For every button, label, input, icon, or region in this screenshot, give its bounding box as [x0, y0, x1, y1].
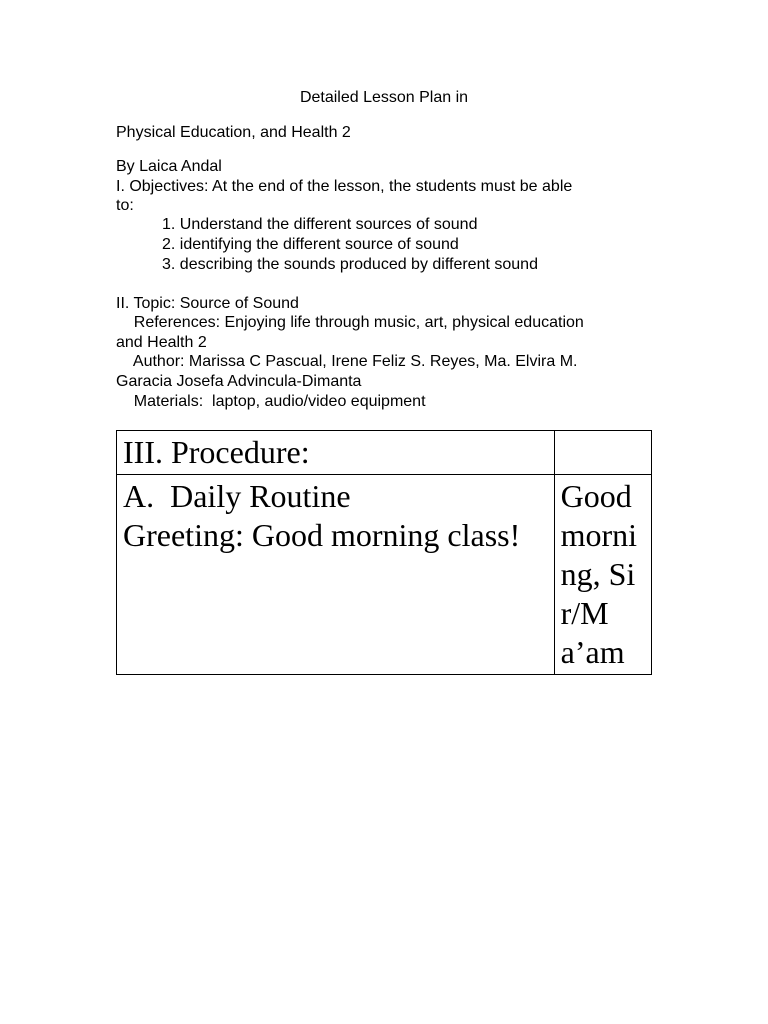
table-row — [117, 431, 652, 475]
objective-item: 3. describing the sounds produced by different sound — [162, 256, 538, 273]
teacher-activity-cell — [117, 475, 555, 675]
objective-item: 1. Understand the different sources of sound — [162, 216, 478, 233]
materials-line: Materials: laptop, audio/video equipment — [116, 393, 426, 410]
objectives-intro-cont: to: — [116, 197, 134, 214]
procedure-header: III. Procedure: — [123, 434, 310, 470]
objectives-intro: I. Objectives: At the end of the lesson, the students must be able — [116, 178, 573, 195]
routine-title: A. Daily Routine — [123, 478, 351, 514]
topic-line: II. Topic: Source of Sound — [116, 295, 299, 312]
author-line: By Laica Andal — [116, 158, 222, 175]
procedure-header-right-cell — [554, 431, 651, 475]
references-line: References: Enjoying life through music, art, physical education — [116, 314, 584, 331]
response-text: Good morning, Sir/Ma’am — [560, 478, 638, 670]
references-line-cont: and Health 2 — [116, 334, 207, 351]
author-info-line: Author: Marissa C Pascual, Irene Feliz S. Reyes, Ma. Elvira M. — [116, 353, 578, 370]
student-response-cell — [554, 475, 651, 675]
objective-item: 2. identifying the different source of sound — [162, 236, 459, 253]
subject-line: Physical Education, and Health 2 — [116, 124, 351, 141]
document-title: Detailed Lesson Plan in — [299, 89, 469, 106]
table-row — [117, 475, 652, 675]
author-info-line-cont: Garacia Josefa Advincula-Dimanta — [116, 373, 362, 390]
procedure-table — [116, 430, 652, 675]
procedure-header-cell — [117, 431, 555, 475]
greeting-text: Greeting: Good morning class! — [123, 517, 521, 553]
